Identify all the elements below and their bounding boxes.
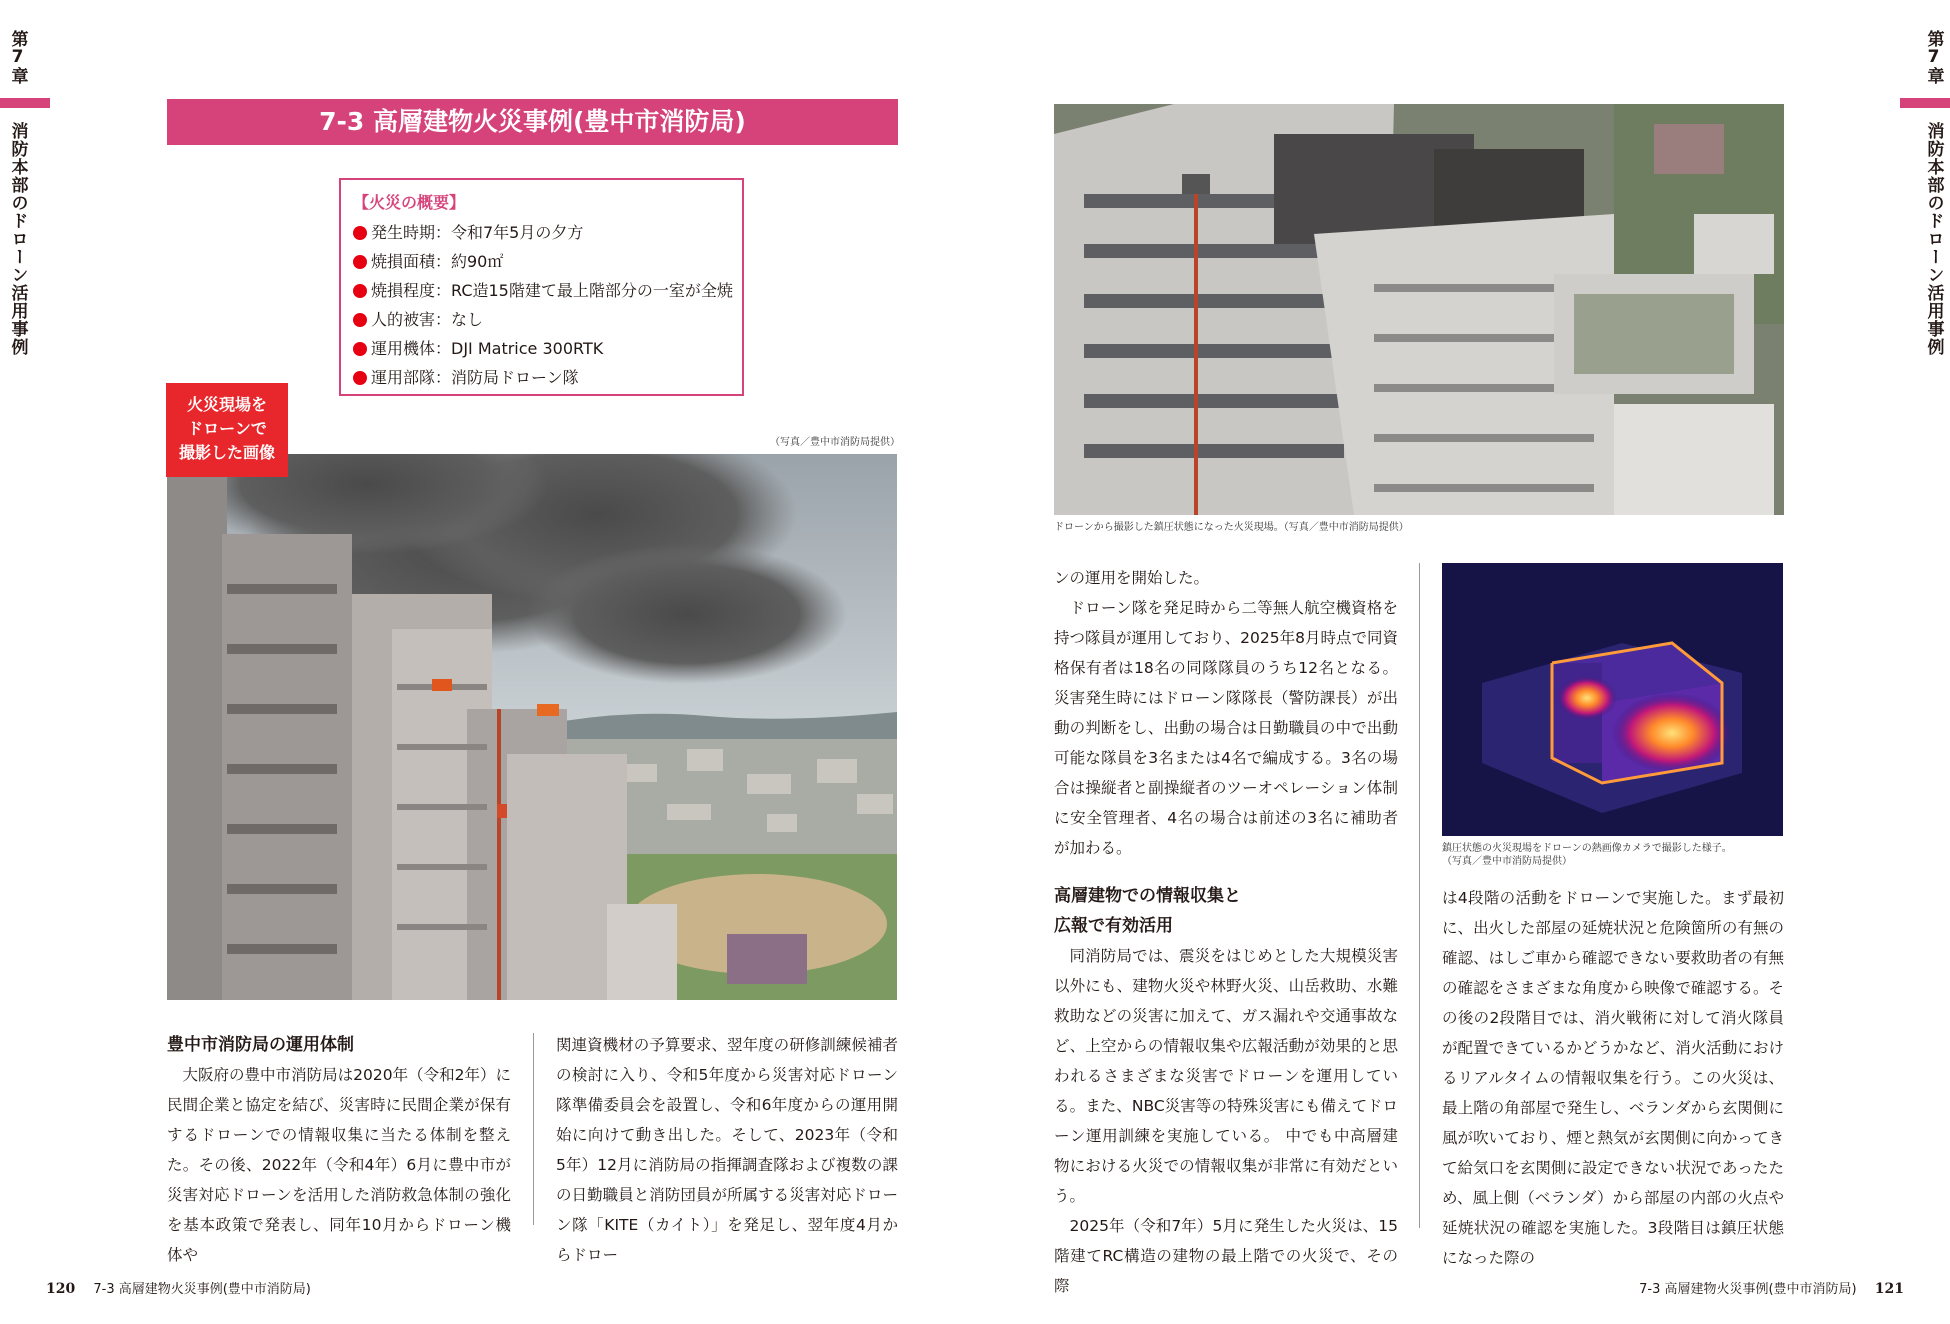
overview-item: 発生時期：令和7年5月の夕方 [353, 218, 730, 247]
body-paragraph: ドローン隊を発足時から二等無人航空機資格を持つ隊員が運用しており、2025年8月時点で同資格保有者は18名の同隊隊員のうち12名となる。災害発生時にはドローン隊隊長（警防課長）が出動の判断をし、出動の場合は日勤職員の中で出動可能な隊員を3名または4名で編成する。3名の場合は操縦者と副操縦者のツーオペレーション体制に安全管理者、4名の場合は前述の3名に補助者が加わる。 [1054, 599, 1398, 857]
body-paragraph: は4段階の活動をドローンで実施した。まず最初に、出火した部屋の延焼状況と危険箇所の有無の確認、はしご車から確認できない要救助者の有無の確認をさまざまな角度から映像で確認する。その後の2段階目では、消火戦術に対して消火隊員が配置できているかどうかなど、消火活動におけるリアルタイムの情報収集を行う。この火災は、最上階の角部屋で発生し、ベランダから玄関側に風が吹いており、煙と熱気が玄関側に向かってきて給気口を玄関側に設定できない状況であったため、風上側（ベランダ）から部屋の内部の火点や延焼状況の確認を実施した。3段階目は鎮圧状態になった際の [1442, 889, 1784, 1267]
overview-item: 運用機体：DJI Matrice 300RTK [353, 334, 730, 363]
section-subheading: 広報で有効活用 [1054, 916, 1173, 936]
overview-item: 焼損程度：RC造15階建て最上階部分の一室が全焼 [353, 276, 730, 305]
running-title: 7-3 高層建物火災事例(豊中市消防局) [93, 1282, 311, 1297]
bullet-icon [353, 342, 367, 356]
column-divider [1419, 563, 1420, 1228]
drone-photo-caption: ドローンから撮影した鎮圧状態になった火災現場。（写真／豊中市消防局提供） [1054, 522, 1409, 533]
bullet-icon [353, 371, 367, 385]
bullet-icon [353, 313, 367, 327]
footer-right [1639, 1278, 1904, 1297]
left-column-1 [167, 1030, 511, 1270]
overview-item: 運用部隊：消防局ドローン隊 [353, 363, 730, 392]
chapter-number: 第7章 [7, 30, 28, 84]
running-title: 7-3 高層建物火災事例(豊中市消防局) [1639, 1282, 1857, 1297]
overview-heading: 【火災の概要】 [353, 193, 466, 212]
overview-item: 人的被害：なし [353, 305, 730, 334]
body-paragraph: ンの運用を開始した。 [1054, 569, 1210, 587]
page-number: 121 [1874, 1281, 1904, 1297]
chapter-title: 消防本部のドローン活用事例 [7, 122, 28, 356]
bullet-icon [353, 226, 367, 240]
right-column-2 [1442, 883, 1784, 1273]
chapter-title: 消防本部のドローン活用事例 [1923, 122, 1944, 356]
left-column-2 [556, 1030, 898, 1270]
fire-overview-box [339, 178, 744, 396]
tab-accent-bar [1900, 98, 1950, 108]
thermal-caption-line2: （写真／豊中市消防局提供） [1442, 856, 1572, 867]
bullet-icon [353, 255, 367, 269]
footer-left [46, 1278, 311, 1297]
tab-accent-bar [0, 98, 50, 108]
thermal-camera-photo [1442, 563, 1783, 836]
overview-item: 焼損面積：約90㎡ [353, 247, 730, 276]
section-title: 7-3 高層建物火災事例(豊中市消防局) [167, 99, 898, 145]
section-subheading: 高層建物での情報収集と [1054, 886, 1241, 906]
chapter-number: 第7章 [1923, 30, 1944, 84]
page-number: 120 [46, 1281, 76, 1297]
thermal-caption-line1: 鎮圧状態の火災現場をドローンの熱画像カメラで撮影した様子。 [1442, 843, 1732, 854]
chapter-side-tab-right [1916, 26, 1950, 356]
body-paragraph: 関連資機材の予算要求、翌年度の研修訓練候補者の検討に入り、令和5年度から災害対応ドローン隊準備委員会を設置し、令和6年度からの運用開始に向けて動き出した。そして、2023年（令和5年）12月に消防局の指揮調査隊および複数の課の日勤職員と消防団員が所属する災害対応ドローン隊「KITE（カイト）」を発足し、翌年度4月からドロー [556, 1036, 898, 1264]
column-divider [533, 1033, 534, 1225]
chapter-side-tab-left [0, 26, 34, 356]
photo-credit: （写真／豊中市消防局提供） [770, 437, 900, 448]
section-subheading: 豊中市消防局の運用体制 [167, 1035, 354, 1055]
body-paragraph: 同消防局では、震災をはじめとした大規模災害以外にも、建物火災や林野火災、山岳救助、水難救助などの災害に加えて、ガス漏れや交通事故など、上空からの情報収集や広報活動が効果的と思われるさまざまな災害でドローンを運用している。また、NBC災害等の特殊災害にも備えてドローン運用訓練を実施している。 中でも中高層建物における火災での情報収集が非常に有効だという。 [1054, 947, 1398, 1205]
body-paragraph: 大阪府の豊中市消防局は2020年（令和2年）に民間企業と協定を結び、災害時に民間企業が保有するドローンでの情報収集に当たる体制を整えた。その後、2022年（令和4年）6月に豊中市が災害対応ドローンを活用した消防救急体制の強化を基本政策で発表し、同年10月からドローン機体や [167, 1066, 511, 1264]
drone-aerial-photo [1054, 104, 1784, 515]
body-paragraph: 2025年（令和7年）5月に発生した火災は、15階建てRC構造の建物の最上階での火災で、その際 [1054, 1217, 1398, 1295]
right-column-1 [1054, 563, 1398, 1301]
photo-label-badge: 火災現場を ドローンで 撮影した画像 [166, 383, 288, 477]
fire-scene-photo [167, 454, 897, 1000]
bullet-icon [353, 284, 367, 298]
